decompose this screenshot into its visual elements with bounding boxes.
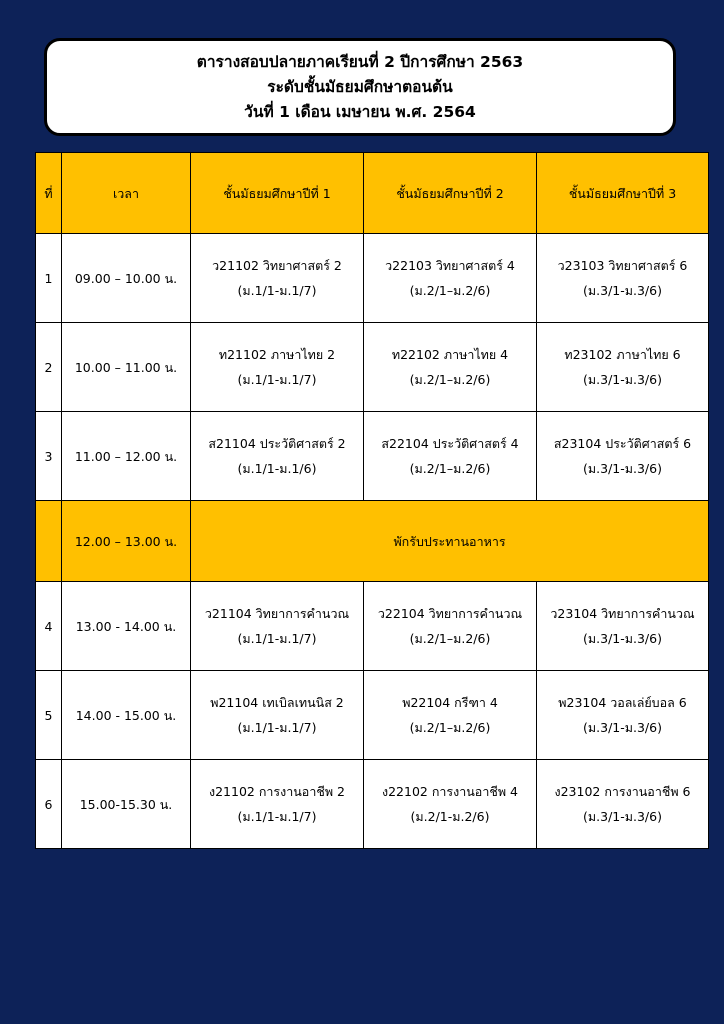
- subject-name: ง21102 การงานอาชีพ 2: [209, 784, 345, 799]
- column-header-m1: ชั้นมัธยมศึกษาปีที่ 1: [191, 153, 364, 234]
- cell-m1: [191, 582, 364, 671]
- class-range: (ม.2/1–ม.2/6): [409, 720, 491, 735]
- cell-m1: [191, 323, 364, 412]
- table-header-row: [36, 153, 709, 234]
- row-time: 10.00 – 11.00 น.: [62, 323, 191, 412]
- break-row-number: [36, 501, 62, 582]
- class-range: (ม.3/1-ม.3/6): [583, 461, 662, 476]
- subject-name: ส22104 ประวัติศาสตร์ 4: [381, 436, 519, 451]
- class-range: (ม.3/1-ม.3/6): [583, 720, 662, 735]
- class-range: (ม.1/1-ม.1/6): [237, 461, 317, 476]
- title-box: [44, 38, 676, 136]
- cell-m3: [537, 671, 709, 760]
- subject-name: พ22104 กรีฑา 4: [402, 695, 498, 710]
- class-range: (ม.3/1-ม.3/6): [583, 372, 662, 387]
- page-subtitle-level: ระดับชั้นมัธยมศึกษาตอนต้น: [267, 77, 453, 96]
- subject-name: ง23102 การงานอาชีพ 6: [554, 784, 691, 799]
- cell-m2: [364, 412, 537, 501]
- cell-m2: [364, 323, 537, 412]
- class-range: (ม.2/1–ม.2/6): [409, 461, 491, 476]
- table-row: [36, 671, 709, 760]
- class-range: (ม.2/1-ม.2/6): [410, 809, 490, 824]
- table-row: [36, 760, 709, 849]
- page-subtitle-date: วันที่ 1 เดือน เมษายน พ.ศ. 2564: [244, 102, 476, 121]
- column-header-no: ที่: [36, 153, 62, 234]
- column-header-m3: ชั้นมัธยมศึกษาปีที่ 3: [537, 153, 709, 234]
- subject-name: ง22102 การงานอาชีพ 4: [382, 784, 518, 799]
- row-number: 3: [36, 412, 62, 501]
- class-range: (ม.2/1–ม.2/6): [409, 631, 491, 646]
- cell-m1: [191, 412, 364, 501]
- subject-name: ส21104 ประวัติศาสตร์ 2: [208, 436, 346, 451]
- class-range: (ม.2/1–ม.2/6): [409, 283, 491, 298]
- subject-name: ว23104 วิทยาการคำนวณ: [550, 606, 695, 621]
- table-row: [36, 412, 709, 501]
- row-number: 4: [36, 582, 62, 671]
- class-range: (ม.1/1-ม.1/7): [237, 283, 317, 298]
- row-time: 14.00 - 15.00 น.: [62, 671, 191, 760]
- cell-m2: [364, 671, 537, 760]
- table-row: [36, 323, 709, 412]
- class-range: (ม.2/1–ม.2/6): [409, 372, 491, 387]
- subject-name: พ23104 วอลเล่ย์บอล 6: [558, 695, 687, 710]
- class-range: (ม.1/1-ม.1/7): [237, 809, 317, 824]
- subject-name: ท21102 ภาษาไทย 2: [218, 347, 336, 362]
- subject-name: ท22102 ภาษาไทย 4: [391, 347, 509, 362]
- table-row: [36, 582, 709, 671]
- column-header-time: เวลา: [62, 153, 191, 234]
- row-number: 5: [36, 671, 62, 760]
- cell-m1: [191, 760, 364, 849]
- column-header-m2: ชั้นมัธยมศึกษาปีที่ 2: [364, 153, 537, 234]
- break-time: 12.00 – 13.00 น.: [62, 501, 191, 582]
- cell-m2: [364, 234, 537, 323]
- cell-m2: [364, 582, 537, 671]
- cell-m3: [537, 760, 709, 849]
- row-time: 09.00 – 10.00 น.: [62, 234, 191, 323]
- subject-name: ส23104 ประวัติศาสตร์ 6: [553, 436, 692, 451]
- subject-name: ว22103 วิทยาศาสตร์ 4: [385, 258, 515, 273]
- subject-name: ท23102 ภาษาไทย 6: [564, 347, 681, 362]
- class-range: (ม.1/1-ม.1/7): [237, 631, 317, 646]
- page-title: ตารางสอบปลายภาคเรียนที่ 2 ปีการศึกษา 2563: [196, 52, 524, 71]
- exam-schedule-table: [35, 152, 709, 849]
- subject-name: ว21104 วิทยาการคำนวณ: [204, 606, 350, 621]
- lunch-break-row: [36, 501, 709, 582]
- subject-name: ว21102 วิทยาศาสตร์ 2: [212, 258, 342, 273]
- break-label: พักรับประทานอาหาร: [191, 501, 709, 582]
- cell-m3: [537, 412, 709, 501]
- cell-m1: [191, 234, 364, 323]
- row-time: 15.00-15.30 น.: [62, 760, 191, 849]
- class-range: (ม.1/1-ม.1/7): [237, 720, 317, 735]
- class-range: (ม.1/1-ม.1/7): [237, 372, 317, 387]
- subject-name: พ21104 เทเบิลเทนนิส 2: [210, 695, 344, 710]
- class-range: (ม.3/1-ม.3/6): [583, 631, 662, 646]
- cell-m3: [537, 323, 709, 412]
- cell-m3: [537, 234, 709, 323]
- cell-m1: [191, 671, 364, 760]
- row-number: 6: [36, 760, 62, 849]
- subject-name: ว22104 วิทยาการคำนวณ: [377, 606, 523, 621]
- cell-m2: [364, 760, 537, 849]
- row-number: 1: [36, 234, 62, 323]
- cell-m3: [537, 582, 709, 671]
- class-range: (ม.3/1-ม.3/6): [583, 809, 662, 824]
- table-row: [36, 234, 709, 323]
- row-number: 2: [36, 323, 62, 412]
- class-range: (ม.3/1-ม.3/6): [583, 283, 662, 298]
- row-time: 13.00 - 14.00 น.: [62, 582, 191, 671]
- subject-name: ว23103 วิทยาศาสตร์ 6: [557, 258, 688, 273]
- row-time: 11.00 – 12.00 น.: [62, 412, 191, 501]
